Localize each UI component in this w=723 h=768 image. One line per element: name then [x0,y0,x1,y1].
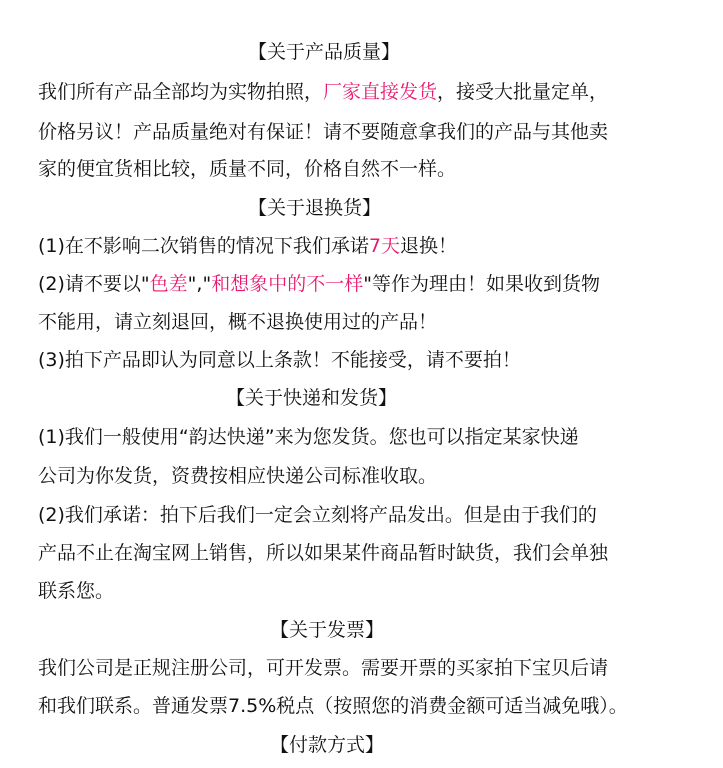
quality-line-1-prefix: 我们所有产品全部均为实物拍照， [38,81,324,103]
heading-invoice: 【关于发票】 [270,619,385,641]
shipping-line-3: (2)我们承诺：拍下后我们一定会立刻将产品发出。但是由于我们的 [38,504,597,526]
invoice-line-2: 和我们联系。普通发票7.5%税点（按照您的消费金额可适当减免哦）。 [38,695,628,717]
returns-line-1 [38,234,457,258]
quality-line-2: 价格另议！产品质量绝对有保证！请不要随意拿我们的产品与其他卖 [38,121,609,143]
returns-line-2-suffix: "等作为理由！如果收到货物 [363,273,600,295]
returns-line-4: (3)拍下产品即认为同意以上条款！不能接受，请不要拍！ [38,349,521,371]
returns-line-2-mid: "," [187,273,212,295]
returns-highlight-not-as-imagined: 和想象中的不一样 [211,273,364,295]
returns-line-3: 不能用，请立刻退回，概不退换使用过的产品！ [38,311,438,333]
returns-line-2-prefix: (2)请不要以" [38,273,150,295]
quality-line-1-suffix: ，接受大批量定单， [437,81,609,103]
quality-line-3: 家的便宜货相比较，质量不同，价格自然不一样。 [38,158,457,180]
heading-returns: 【关于退换货】 [248,197,382,219]
returns-line-2 [38,272,600,296]
returns-line-1-suffix: 退换！ [400,235,458,257]
heading-payment: 【付款方式】 [270,734,385,756]
heading-shipping: 【关于快递和发货】 [226,387,398,409]
invoice-line-1: 我们公司是正规注册公司，可开发票。需要开票的买家拍下宝贝后请 [38,657,609,679]
heading-product-quality: 【关于产品质量】 [248,41,401,63]
quality-line-1 [38,80,608,104]
returns-highlight-color-difference: 色差 [149,273,188,295]
shipping-line-4: 产品不止在淘宝网上销售，所以如果某件商品暂时缺货，我们会单独 [38,542,609,564]
quality-highlight-factory-direct: 厂家直接发货 [323,81,438,103]
shipping-line-5: 联系您。 [38,580,115,602]
returns-line-1-prefix: (1)在不影响二次销售的情况下我们承诺 [38,235,369,257]
returns-highlight-7-days: 7天 [368,235,401,257]
shipping-line-1: (1)我们一般使用“韵达快递”来为您发货。您也可以指定某家快递 [38,426,579,448]
shipping-line-2: 公司为你发货，资费按相应快递公司标准收取。 [38,465,438,487]
